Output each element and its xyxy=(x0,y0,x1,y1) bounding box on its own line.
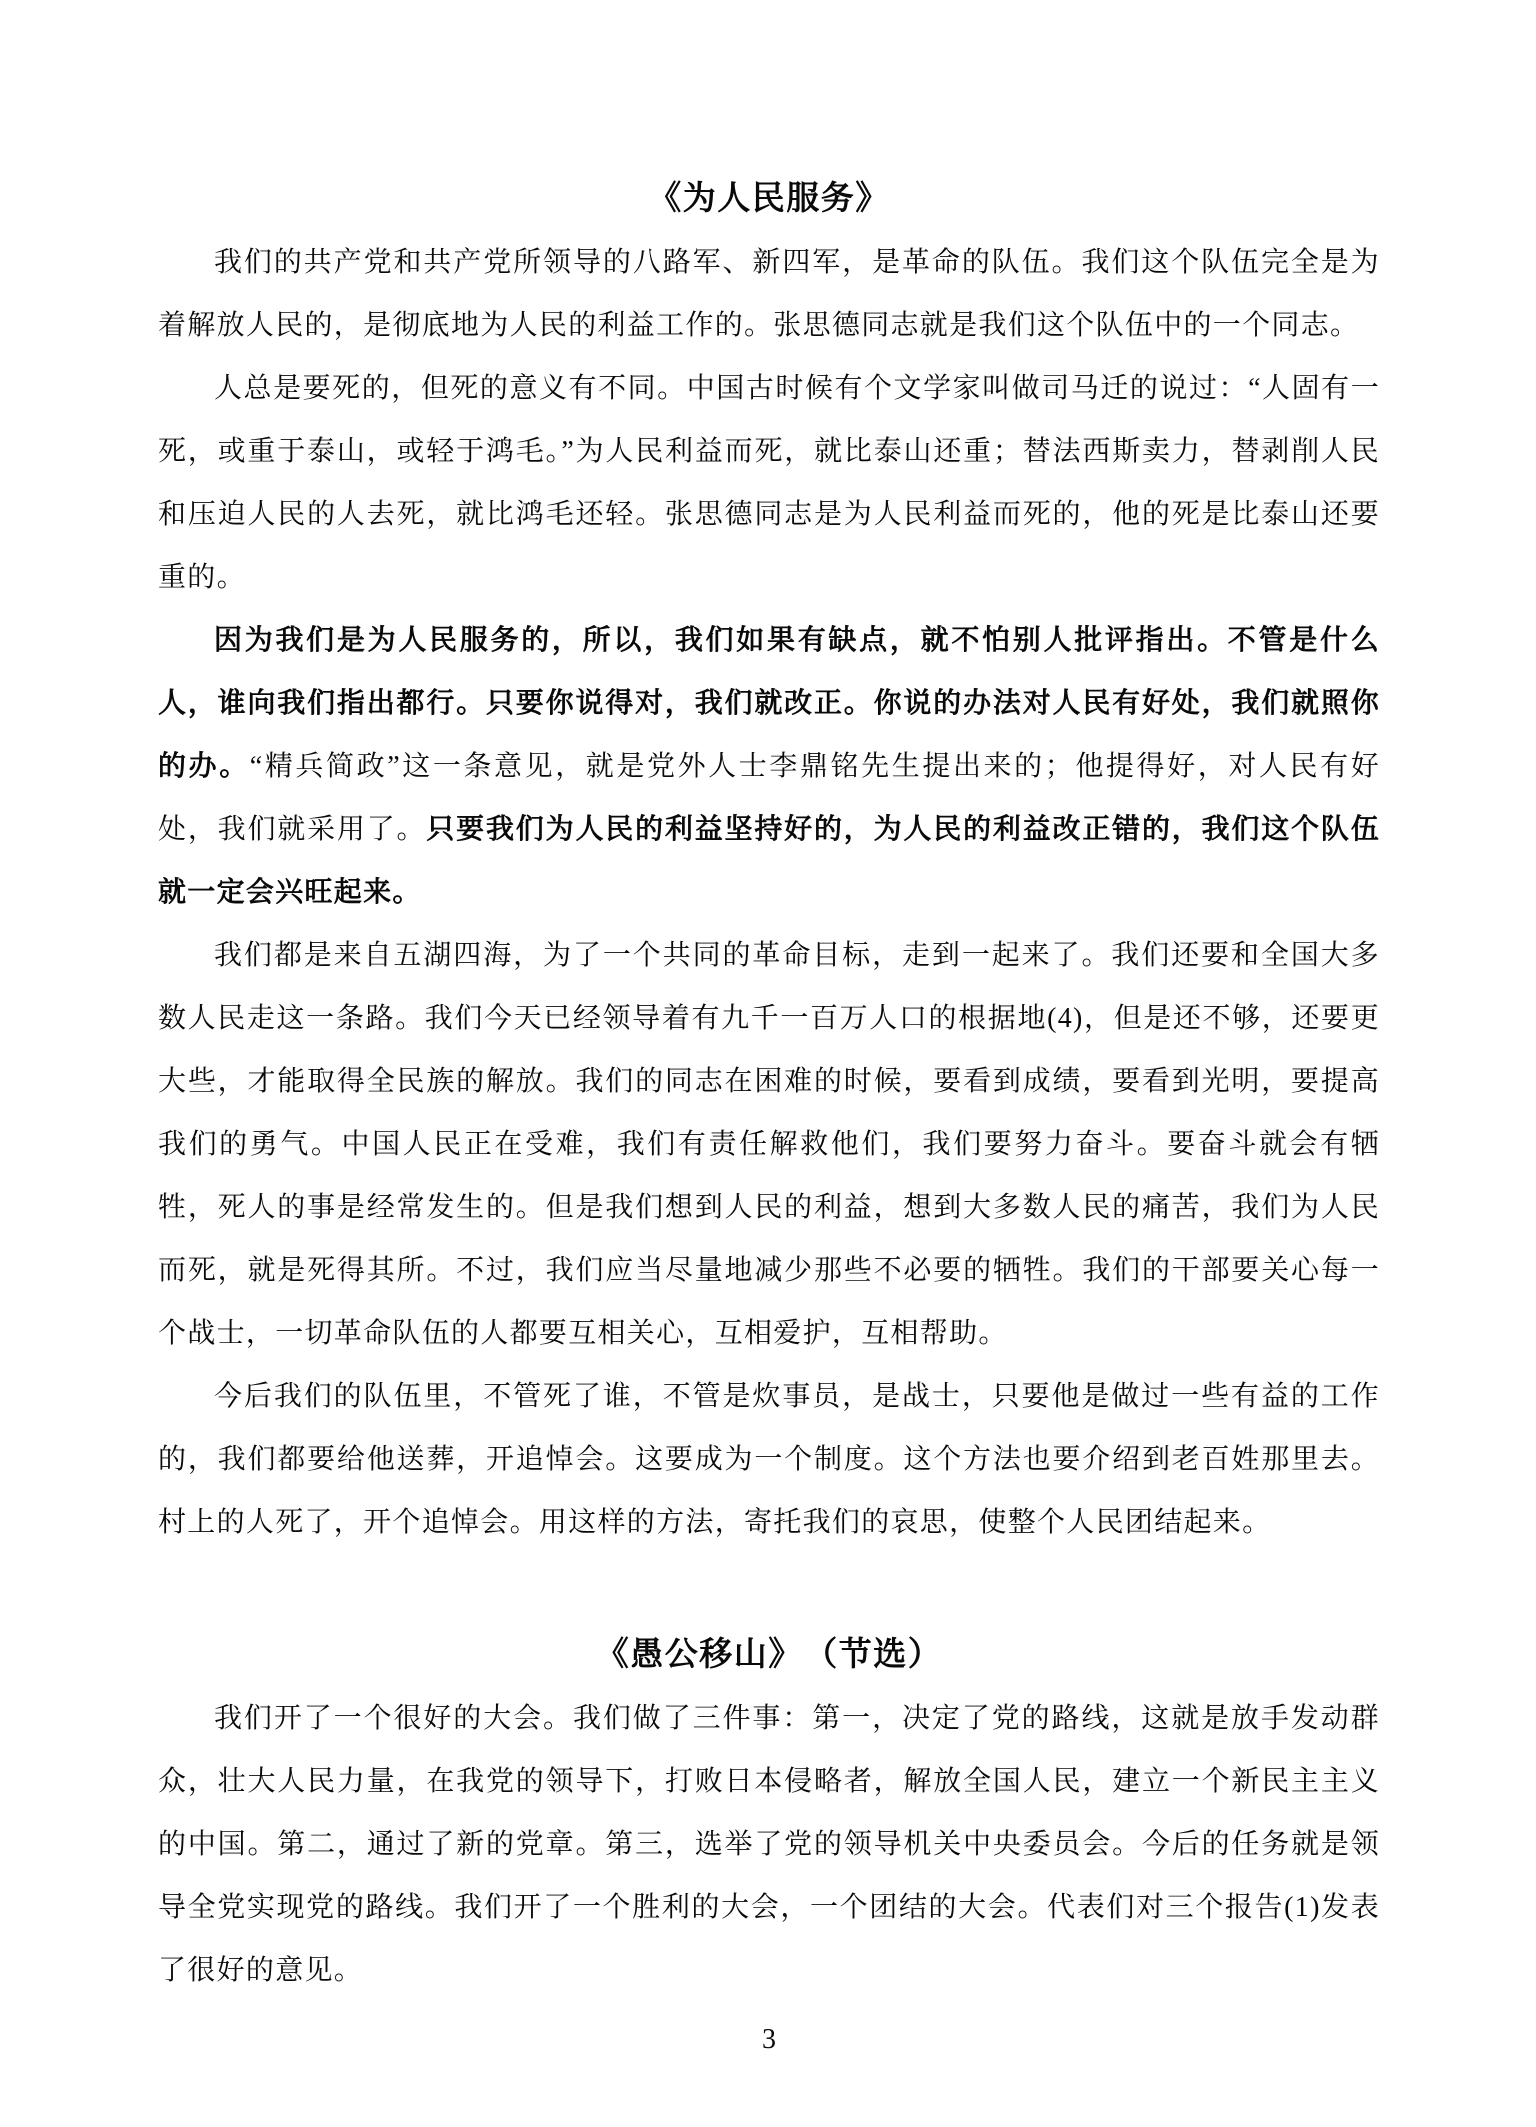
paragraph-4: 我们都是来自五湖四海，为了一个共同的革命目标，走到一起来了。我们还要和全国大多数人民走这一条路。我们今天已经领导着有九千一百万人口的根据地(4)，但是还不够，还要更大些，才能取得全民族的解放。我们的同志在困难的时候，要看到成绩，要看到光明，要提高我们的勇气。中国人民正在受难，我们有责任解救他们，我们要努力奋斗。要奋斗就会有牺牲，死人的事是经常发生的。但是我们想到人民的利益，想到大多数人民的痛苦，我们为人民而死，就是死得其所。不过，我们应当尽量地减少那些不必要的牺牲。我们的干部要关心每一个战士，一切革命队伍的人都要互相关心，互相爱护，互相帮助。 xyxy=(158,940,1380,1349)
page-number: 3 xyxy=(762,2024,776,2055)
paragraph-3-bold-segment-1: 因为我们是为人民服务的，所以，我们如果有缺点，就不怕别人批评指出。不管是什么人，谁向我们指出都行。只要你说得对，我们就改正。你说的办法对人民有好处，我们就照你的办。 xyxy=(158,625,1380,782)
section-title-foolish-old-man: 《愚公移山》 （节选） xyxy=(595,1637,943,1673)
paragraph-5: 今后我们的队伍里，不管死了谁，不管是炊事员，是战士，只要他是做过一些有益的工作的，我们都要给他送葬，开追悼会。这要成为一个制度。这个方法也要介绍到老百姓那里去。村上的人死了，开个追悼会。用这样的方法，寄托我们的哀思，使整个人民团结起来。 xyxy=(158,1381,1380,1538)
paragraph-2: 人总是要死的，但死的意义有不同。中国古时候有个文学家叫做司马迁的说过：“人固有一死，或重于泰山，或轻于鸿毛。”为人民利益而死，就比泰山还重；替法西斯卖力，替剥削人民和压迫人民的人去死，就比鸿毛还轻。张思德同志是为人民利益而死的，他的死是比泰山还要重的。 xyxy=(158,373,1380,593)
paragraph-3-bold-segment-2: 只要我们为人民的利益坚持好的，为人民的利益改正错的，我们这个队伍就一定会兴旺起来。 xyxy=(158,814,1380,908)
paragraph-3-mixed-weight xyxy=(158,609,1380,924)
paragraph-6: 我们开了一个很好的大会。我们做了三件事：第一，决定了党的路线，这就是放手发动群众，壮大人民力量，在我党的领导下，打败日本侵略者，解放全国人民，建立一个新民主主义的中国。第二，通过了新的党章。第三，选举了党的领导机关中央委员会。今后的任务就是领导全党实现党的路线。我们开了一个胜利的大会，一个团结的大会。代表们对三个报告(1)发表了很好的意见。 xyxy=(158,1703,1380,1986)
paragraph-1: 我们的共产党和共产党所领导的八路军、新四军，是革命的队伍。我们这个队伍完全是为着解放人民的，是彻底地为人民的利益工作的。张思德同志就是我们这个队伍中的一个同志。 xyxy=(158,247,1380,341)
section-title-serve-the-people: 《为人民服务》 xyxy=(648,181,890,217)
paragraph-3-regular-segment: “精兵简政”这一条意见，就是党外人士李鼎铭先生提出来的；他提得好，对人民有好处，我们就采用了。 xyxy=(158,751,1380,845)
